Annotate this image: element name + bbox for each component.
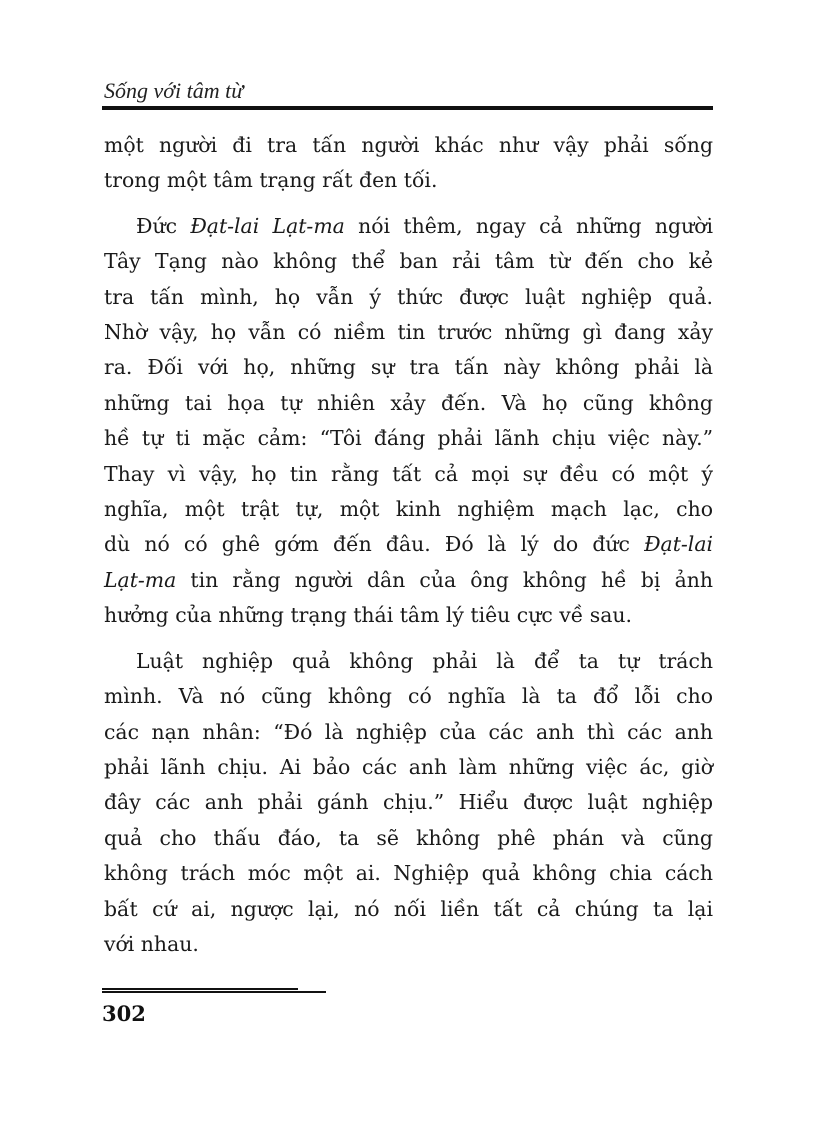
header-rule xyxy=(102,106,713,110)
text-line: mình. Và nó cũng không có nghĩa là ta đổ lỗi cho xyxy=(104,684,713,709)
text-line: nghĩa, một trật tự, một kinh nghiệm mạch lạc, cho xyxy=(104,497,713,522)
text-line: những tai họa tự nhiên xảy đến. Và họ cũng không xyxy=(104,390,713,415)
paragraph xyxy=(104,644,713,963)
italic-name: Lạt-ma xyxy=(104,567,177,592)
text-run: tin rằng người dân của ông không hề bị ảnh xyxy=(176,567,713,592)
footer-rule xyxy=(102,988,326,993)
text-line xyxy=(104,527,713,562)
text-line: hưởng của những trạng thái tâm lý tiêu cực về sau. xyxy=(104,603,633,628)
text-line: phải lãnh chịu. Ai bảo các anh làm những việc ác, giờ xyxy=(104,754,713,779)
text-line: một người đi tra tấn người khác như vậy phải sống xyxy=(104,133,713,157)
text-line xyxy=(104,563,713,598)
text-line: các nạn nhân: “Đó là nghiệp của các anh thì các anh xyxy=(104,719,713,744)
paragraph xyxy=(104,209,713,634)
text-line: không trách móc một ai. Nghiệp quả không chia cách xyxy=(104,861,713,886)
footer-rule-line-2 xyxy=(102,991,326,993)
text-run: Đức xyxy=(136,213,191,238)
italic-name: Đạt-lai Lạt-ma xyxy=(190,213,345,238)
body-text xyxy=(104,128,713,962)
text-run: nói thêm, ngay cả những người xyxy=(344,213,713,238)
running-header: Sống với tâm từ xyxy=(104,78,244,103)
text-line: ra. Đối với họ, những sự tra tấn này không phải là xyxy=(104,355,713,380)
text-line: Nhờ vậy, họ vẫn có niềm tin trước những gì đang xảy xyxy=(104,320,713,345)
text-line xyxy=(104,209,713,244)
text-line: bất cứ ai, ngược lại, nó nối liền tất cả chúng ta lại xyxy=(104,896,713,921)
text-run: dù nó có ghê gớm đến đâu. Đó là lý do đức xyxy=(104,532,645,557)
text-line: hề tự ti mặc cảm: “Tôi đáng phải lãnh chịu việc này.” xyxy=(104,426,713,451)
text-line: Thay vì vậy, họ tin rằng tất cả mọi sự đều có một ý xyxy=(104,461,713,486)
footer-rule-line-1 xyxy=(102,988,298,990)
text-line: Tây Tạng nào không thể ban rải tâm từ đến cho kẻ xyxy=(104,249,713,274)
page-number: 302 xyxy=(102,1001,146,1026)
text-line: với nhau. xyxy=(104,931,199,956)
text-line: trong một tâm trạng rất đen tối. xyxy=(104,168,438,193)
text-line: quả cho thấu đáo, ta sẽ không phê phán và cũng xyxy=(104,825,713,850)
text-line: Luật nghiệp quả không phải là để ta tự trách xyxy=(136,648,713,673)
italic-name: Đạt-lai xyxy=(644,532,713,557)
text-line: tra tấn mình, họ vẫn ý thức được luật nghiệp quả. xyxy=(104,284,713,309)
paragraph xyxy=(104,128,713,199)
text-line: đây các anh phải gánh chịu.” Hiểu được luật nghiệp xyxy=(104,790,713,815)
